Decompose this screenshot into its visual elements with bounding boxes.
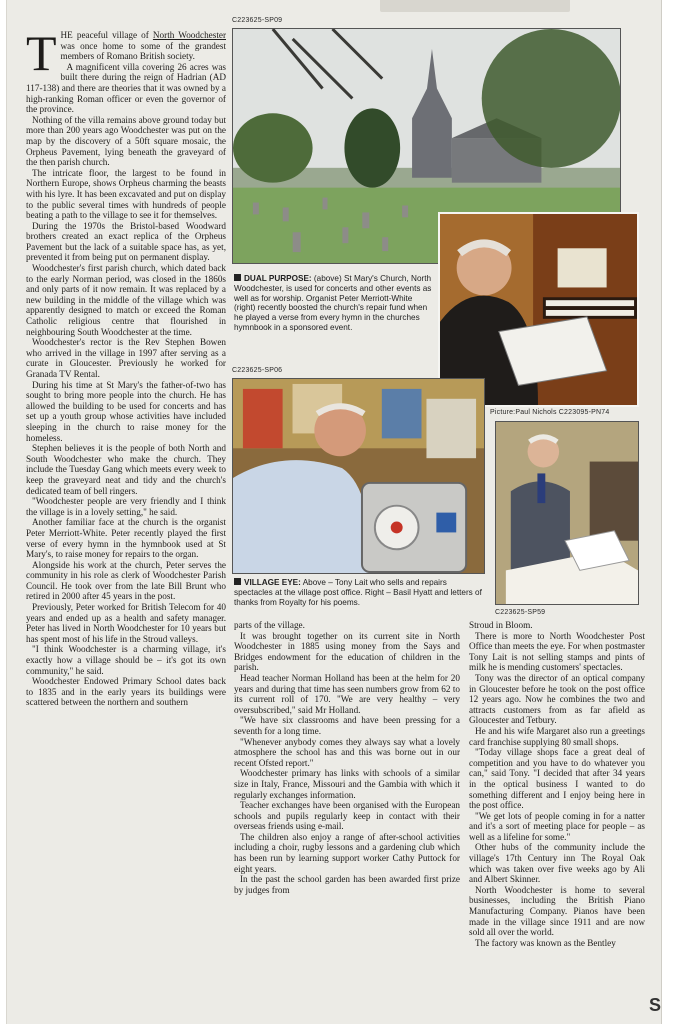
paragraph: In the past the school garden has been awarded first prize by judges from — [234, 874, 460, 895]
paragraph: "We get lots of people coming in for a natter and it's a sort of meeting place for people – as well as a lifeline for some." — [469, 810, 645, 842]
basil-photo — [495, 421, 639, 605]
caption-bullet-icon — [234, 578, 241, 585]
masthead-fragment — [380, 0, 570, 12]
article-column-2 — [234, 620, 460, 1024]
column-1-paragraphs — [26, 62, 226, 708]
paragraph: parts of the village. — [234, 620, 305, 630]
photo-ref-tony: C223625-SP06 — [232, 367, 283, 374]
lead-place-name: North Woodchester — [152, 30, 226, 40]
paragraph: A magnificent villa covering 26 acres was built there during the reign of Hadrian (AD 117-138) and there are theories that it was owned by a high-ranking Roman officer or even the governor of the province. — [26, 61, 226, 115]
paragraph: He and his wife Margaret also run a greetings card franchise supplying 80 small shops. — [469, 725, 645, 747]
paragraph: Other hubs of the community include the village's 17th Century inn The Royal Oak which was taken over five weeks ago by Ali and Albert Skinner. — [469, 842, 645, 885]
paragraph: Nothing of the villa remains above ground today but more than 200 years ago Woodchester was put on the map by the discovery of a 50ft square mosaic, the Orpheus Pavement, lying beneath the graveyard of the then parish church. — [26, 114, 226, 168]
paragraph: The factory was known as the Bentley — [475, 937, 616, 948]
paragraph: Woodchester Endowed Primary School dates back to 1835 and in the early years its buildings were scattered between the northern and southern — [26, 676, 226, 708]
article-column-3 — [469, 620, 645, 1024]
paragraph: The intricate floor, the largest to be found in Northern Europe, shows Orpheus charming the beasts with his lyre. It has been excavated and put on display to the public several times with hundreds of people beating a path to the village to see it for themselves. — [26, 167, 226, 221]
column-3-paragraphs — [469, 620, 645, 948]
paragraph: Alongside his work at the church, Peter serves the community in his role as clerk of Woodchester Parish Council. He took over from the late Bill Brunt who retired in 2000 after 45 years in the post. — [26, 559, 226, 602]
paragraph: It was brought together on its current site in North Woodchester in 1885 using money from the Says and Bridges endowment for the education of children in the parish. — [234, 630, 460, 673]
paragraph: Woodchester's rector is the Rev Stephen Bowen who arrived in the village in 1997 after serving as a curate in Gloucester. Previously he worked for Granada TV Rental. — [26, 337, 226, 379]
paragraph: During the 1970s the Bristol-based Woodward brothers created an exact replica of the Orpheus Pavement but the lack of a suitable space has, as yet, prevented it from being put on permanent display. — [26, 220, 226, 263]
paragraph: "Today village shops face a great deal of competition and you have to do whatever you can," said Tony. "I decided that after 34 years in the optical business I wanted to do something different and I enjoy being here in the post office. — [469, 747, 645, 811]
paragraph: Woodchester's first parish church, which dated back to the early Norman period, was closed in the 1860s and only parts of it now remain. It was replaced by a new building in the middle of the village which was apparently designed to match or exceed the Roman Catholic religious centre that flourished in neighbouring South Woodchester at the time. — [26, 263, 226, 337]
paragraph: "Woodchester people are very friendly and I think the village is in a lovely setting," he said. — [26, 496, 226, 517]
paragraph: "Whenever anybody comes they always say what a lovely atmosphere the school has and this was borne out in our recent Ofsted report." — [234, 736, 460, 768]
drop-cap: T — [26, 30, 57, 81]
caption-village-eye: VILLAGE EYE: Above – Tony Lait who sells and repairs spectacles at the village post office. Right – Basil Hyatt and letters of thanks from Royalty for his poems. — [234, 578, 482, 607]
post-office-image — [233, 379, 484, 573]
paragraph: Stroud in Bloom. — [469, 620, 533, 630]
page-section-marker: S — [648, 995, 661, 1015]
paragraph: There is more to North Woodchester Post Office than meets the eye. For when postmaster Tony Lait is not selling stamps and pints of milk he is mending customers' spectacles. — [469, 630, 645, 673]
paragraph: The children also enjoy a range of after-school activities including a choir, rugby lessons and a gardening club which has been run by learning support worker Cathy Puttock for eight years. — [234, 831, 460, 874]
caption-bullet-icon — [234, 274, 241, 281]
organist-image — [440, 214, 637, 405]
post-office-photo — [232, 378, 485, 574]
paragraph: Tony was the director of an optical company in Gloucester before he took on the post office 12 years ago. Now he combines the two and attracts customers from as far afield as Gloucester and Tetbury. — [469, 672, 645, 726]
lead-paragraph: THE peaceful village of North Woodchester was once home to some of the grandest members of Romano British society. — [26, 30, 226, 81]
paragraph: During his time at St Mary's the father-of-two has sought to bring more people into the church. He has allowed the building to be used for concerts and has set up a youth group whose activities have included sleeping in the church to raise money for the homeless. — [26, 379, 226, 443]
photo-ref-church: C223625-SP09 — [232, 17, 283, 24]
paragraph: Head teacher Norman Holland has been at the helm for 20 years and during that time has seen numbers grow from 62 to its current roll of 170. "We are very healthy – very oversubscribed," said Mr Holland. — [234, 672, 460, 715]
basil-image — [496, 422, 638, 604]
paragraph: "I think Woodchester is a charming village, it's exactly how a village should be – it's got its own community," he said. — [26, 644, 226, 676]
photo-credit-organist: Picture:Paul Nichols C223095-PN74 — [490, 409, 610, 416]
paragraph: "We have six classrooms and have been pressing for a seventh for a long time. — [234, 715, 460, 736]
paragraph: Another familiar face at the church is the organist Peter Merriott-White. Peter recently played the first verse of every hymn in the hymnbook used at St Mary's, to raise money for repairs to the organ. — [26, 517, 226, 560]
paragraph: North Woodchester is home to several businesses, including the British Piano Manufacturing Company. Pianos have been made in the village since 1911 and are now sold all over the world. — [469, 884, 645, 938]
article-column-1 — [26, 30, 226, 1024]
photo-ref-basil: C223625-SP59 — [495, 609, 546, 616]
caption-dual-purpose: DUAL PURPOSE: (above) St Mary's Church, North Woodchester, is used for concerts and other events as well as for worship. Organist Peter Merriott-White (right) recently boosted the church's repair fund when he played a verse from every hymn in the churches hymnbook in a sponsored event. — [234, 274, 432, 332]
column-2-paragraphs — [234, 620, 460, 895]
paragraph: Teacher exchanges have been organised with the European schools and pupils regularly keep in contact with their overseas friends using e-mail. — [234, 800, 460, 832]
paragraph: Stephen believes it is the people of both North and South Woodchester who make the church. They include the Tuesday Gang which meets every week to keep the graveyard neat and tidy and the church's dedicated team of bell ringers. — [26, 443, 226, 496]
paragraph: Previously, Peter worked for British Telecom for 40 years and ended up as a health and safety manager. Peter has lived in North Woodchester for 10 years but has spent most of his life in the Stroud valleys. — [26, 602, 226, 644]
paragraph: Woodchester primary has links with schools of a similar size in Italy, France, Missouri and the Gambia with which it regularly exchanges information. — [234, 768, 460, 800]
